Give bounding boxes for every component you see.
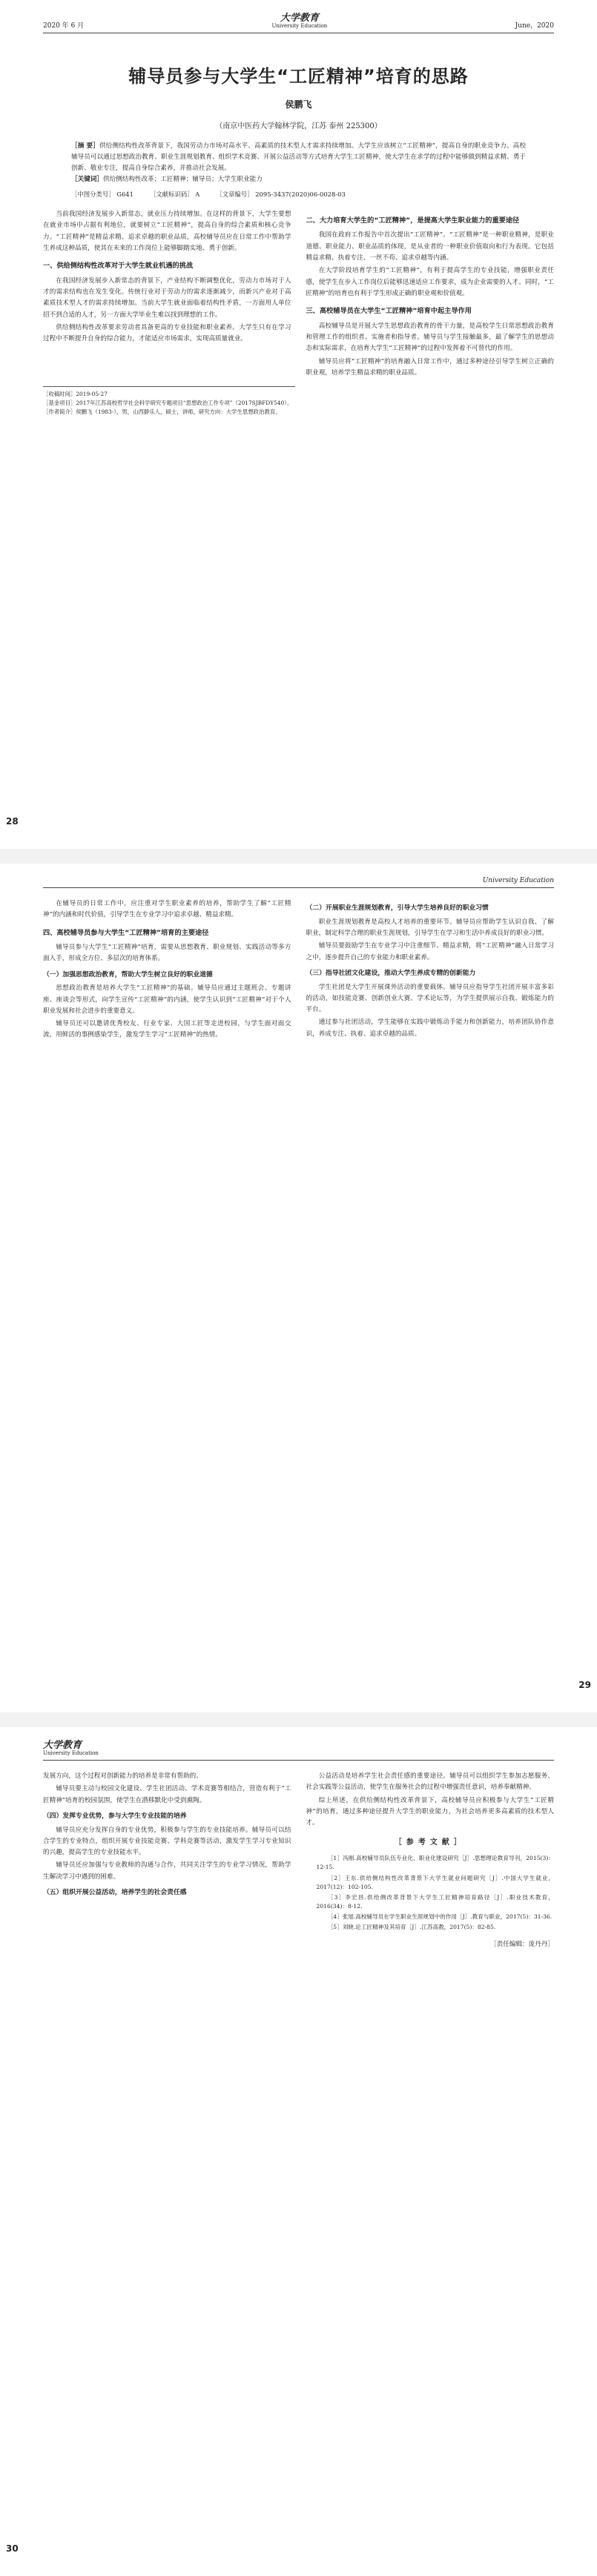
article-title: 辅导员参与大学生“工匠精神”培育的思路 — [128, 65, 469, 87]
body-paragraph: 我国在政府工作报告中首次提出“工匠精神”。“工匠精神”是一种职业精神，是职业道德、职业能力、职业品质的体现，是从业者的一种职业价值取向和行为表现。它包括精益求精、执着专注、一丝不苟、追求卓越等内涵。 — [306, 231, 554, 262]
document-code: ［文献标识码］ A — [149, 191, 200, 199]
body-paragraph: 综上所述，在供给侧结构性改革背景下，高校辅导员应积极参与大学生“工匠精神”的培育，通过多种途径提升大学生的职业能力，为社会培养更多高素质的技术型人才。 — [306, 1796, 554, 1827]
references-title: ［参考文献］ — [394, 1838, 466, 1847]
reference-item: ［2］王东.供给侧结构性改革背景下大学生就业问题研究［J］.中国大学生就业，2017(12)：102-105. — [316, 1874, 554, 1890]
author-name: 侯鹏飞 — [285, 99, 312, 110]
section-heading: 一、供给侧结构性改革对于大学生就业机遇的挑战 — [43, 262, 194, 271]
page-number: 30 — [6, 2543, 19, 2554]
masthead-en: University Education — [43, 1750, 99, 1757]
body-paragraph: 当前我国经济发展步入新常态，就业压力持续增加。在这样的背景下，大学生要想在就业市场中占据有利地位，就要树立“工匠精神”，提高自身的综合素质和核心竞争力。“工匠精神”是精益求精、追求卓越的职业品质，高校辅导员应在日常工作中帮助学生养成这种品质，使其在未来的工作岗位上能够脚踏实地、勇于创新。 — [43, 211, 291, 252]
body-paragraph: 高校辅导员是开展大学生思想政治教育的骨干力量，是高校学生日常思想政治教育和管理工作的组织者、实施者和指导者。辅导员与学生接触最多，最了解学生的思想动态和实际需求，在培育大学生“工匠精神”的过程中发挥着不可替代的作用。 — [306, 322, 554, 353]
reference-item: ［3］李宏昌.供给侧改革背景下大学生工匠精神培育路径［J］.职业技术教育，2016(34)：8-12. — [316, 1893, 554, 1910]
body-columns — [43, 898, 554, 1043]
article-meta — [71, 190, 526, 199]
body-column-left — [43, 209, 291, 380]
body-paragraph: 学生社团是大学生开展课外活动的重要载体。辅导员应指导学生社团开展丰富多彩的活动，如技能竞赛、创新创业大赛、学术论坛等，为学生提供展示自我、锻炼能力的平台。 — [306, 983, 554, 1014]
header-date-cn: 2020 年 6 月 — [43, 21, 85, 30]
body-paragraph: 辅导员要鼓励学生在专业学习中注重细节、精益求精，将“工匠精神”融入日常学习之中，逐步提升自己的专业能力和职业素养。 — [306, 942, 554, 961]
subsection-heading: （二）开展职业生涯规划教育，引导大学生培养良好的职业习惯 — [306, 904, 489, 912]
section-heading: 三、高校辅导员在大学生“工匠精神”培育中起主导作用 — [306, 307, 472, 316]
body-paragraph: 辅导员参与大学生“工匠精神”培育，需要从思想教育、职业规划、实践活动等多方面入手，形成全方位、多层次的培育体系。 — [43, 943, 291, 963]
keywords-label: ［关键词］ — [71, 176, 103, 184]
running-header — [43, 864, 554, 888]
subsection-heading: （一）加强思想政治教育，帮助大学生树立良好的职业道德 — [43, 970, 213, 979]
responsible-editor: ［责任编辑：庞丹丹］ — [490, 1941, 554, 1949]
running-header — [43, 0, 554, 33]
author-bio: ［作者简介］侯鹏飞（1983-），男，山西静乐人，硕士，讲师，研究方向：大学生思想政治教育。 — [43, 408, 281, 415]
reference-item: ［4］张旭.高校辅导员在学生职业生涯规划中的作用［J］.教育与职业，2017(5)：31-36. — [327, 1913, 553, 1921]
body-paragraph: 思想政治教育是培养大学生“工匠精神”的基础。辅导员应通过主题班会、专题讲座、座谈会等形式，向学生宣传“工匠精神”的内涵，使学生认识到“工匠精神”对于个人职业发展和社会进步的重要意义。 — [43, 984, 291, 1015]
body-paragraph: 辅导员要主动与校园文化建设、学生社团活动、学术竞赛等相结合，营造有利于“工匠精神”培育的校园氛围，使学生在潜移默化中受到熏陶。 — [43, 1785, 291, 1804]
body-paragraph: 辅导员还可以邀请优秀校友、行业专家、大国工匠等走进校园，与学生面对面交流，用鲜活的事例感染学生，激发学生学习“工匠精神”的热情。 — [43, 1020, 291, 1039]
page-gap — [0, 1712, 597, 1727]
keywords — [71, 174, 526, 185]
subsection-heading: （三）指导社团文化建设，推动大学生养成专精的创新能力 — [306, 969, 476, 977]
body-columns — [43, 1771, 554, 1951]
running-header — [43, 1727, 554, 1761]
masthead-en: University Education — [271, 23, 328, 30]
body-column-right — [306, 898, 555, 1043]
body-column-right — [306, 209, 555, 380]
article-id: ［文章编号］ 2095-3437(2020)06-0028-03 — [216, 191, 346, 199]
body-paragraph: 辅导员应充分发挥自身的专业优势，积极参与学生的专业技能培养。辅导员可以结合学生的专业特点，组织开展专业技能竞赛、学科竞赛等活动，激发学生学习专业知识的兴趣，提高学生的专业技能水平。 — [43, 1826, 291, 1857]
journal-masthead — [43, 1741, 99, 1757]
subsection-heading: （四）发挥专业优势，参与大学生专业技能的培养 — [43, 1812, 187, 1820]
body-column-left — [43, 1771, 291, 1951]
received-date: ［收稿时间］2019-05-27 — [43, 391, 108, 398]
body-column-left — [43, 898, 291, 1043]
masthead-cn: 大学教育 — [280, 13, 319, 24]
body-paragraph: 在我国经济发展步入新常态的背景下，产业结构不断调整优化，劳动力市场对于人才的需求结构也在发生变化。传统行业对于劳动力的需求逐渐减少，而新兴产业对于高素质技术型人才的需求持续增加。当前大学生就业面临着结构性矛盾，一方面用人单位招不到合适的人才，另一方面大学毕业生难以找到理想的工作。 — [43, 277, 291, 319]
masthead-cn: 大学教育 — [43, 1740, 82, 1751]
page-28 — [0, 0, 597, 849]
clc-number: ［中图分类号］ G641 — [71, 191, 133, 199]
footnote — [43, 386, 295, 417]
body-paragraph: 辅导员应将“工匠精神”的培育融入日常工作中，通过多种途径引导学生树立正确的职业观，培养学生精益求精的职业品质。 — [306, 357, 554, 377]
abstract-label: ［摘 要］ — [71, 142, 99, 150]
reference-item: ［1］冯刚.高校辅导员队伍专业化、职业化建设研究［J］.思想理论教育导刊，2015(3)：12-15. — [316, 1855, 554, 1871]
body-columns — [43, 209, 554, 380]
body-paragraph: 公益活动是培养学生社会责任感的重要途径。辅导员可以组织学生参加志愿服务、社会实践等公益活动，使学生在服务社会的过程中增强责任意识，培养奉献精神。 — [306, 1772, 554, 1792]
abstract — [71, 141, 526, 174]
fund-info: ［基金项目］2017年江苏高校哲学社会科学研究专题项目“思想政治工作专项”（2017SJBFDY540）。 — [43, 399, 293, 406]
section-heading: 四、高校辅导员参与大学生“工匠精神”培育的主要途径 — [43, 928, 209, 937]
reference-item: ［5］刘晓.论工匠精神及其培育［J］.江苏高教，2017(5)：82-85. — [327, 1924, 496, 1931]
body-paragraph: 通过参与社团活动，学生能够在实践中锻炼动手能力和创新能力，培养团队协作意识，养成专注、执着、追求卓越的品质。 — [306, 1019, 554, 1038]
author-affiliation: （南京中医药大学翰林学院，江苏 泰州 225300） — [215, 122, 382, 130]
subsection-heading: （五）组织开展公益活动，培养学生的社会责任感 — [43, 1889, 187, 1897]
keywords-text: 供给侧结构性改革；工匠精神；辅导员；大学生职业能力 — [102, 176, 263, 184]
page-30 — [0, 1727, 597, 2576]
body-paragraph: 在辅导员的日常工作中，应注重对学生职业素养的培养，帮助学生了解“工匠精神”的内涵和时代价值，引导学生在专业学习中追求卓越、精益求精。 — [43, 900, 291, 919]
header-date-en: June，2020 — [515, 21, 554, 30]
section-heading: 二、大力培育大学生的“工匠精神”，是提高大学生职业能力的重要途径 — [306, 216, 520, 225]
body-paragraph: 供给侧结构性改革要求劳动者具备更高的专业技能和职业素养。大学生只有在学习过程中不断提升自身的综合能力，才能适应市场需求，实现高质量就业。 — [43, 323, 291, 343]
page-29 — [0, 864, 597, 1712]
page-number: 29 — [578, 1680, 591, 1690]
journal-masthead — [271, 13, 327, 30]
header-journal-en: University Education — [482, 877, 554, 884]
page-number: 28 — [6, 816, 19, 827]
body-paragraph: 职业生涯规划教育是高校人才培养的重要环节。辅导员应帮助学生认识自我、了解职业，制定科学合理的职业生涯规划，引导学生在学习和生活中养成良好的职业习惯。 — [306, 918, 554, 937]
body-column-right — [306, 1771, 555, 1951]
body-paragraph: 在大学阶段培育学生的“工匠精神”，有利于提高学生的专业技能，增强职业责任感，使学生在步入工作岗位后能够迅速适应工作要求，成为企业需要的人才。同时，“工匠精神”的培育也有利于学生形成正确的职业观和价值观。 — [306, 267, 554, 297]
body-paragraph: 发展方向，这个过程对创新能力的培养是非常有帮助的。 — [43, 1772, 202, 1780]
page-gap — [0, 849, 597, 864]
body-paragraph: 辅导员还应加强与专业教师的沟通与合作，共同关注学生的专业学习情况，帮助学生解决学习中遇到的困难。 — [43, 1861, 291, 1881]
abstract-text: 供给侧结构性改革背景下，我国劳动力市场对高水平、高素质的技术型人才需求持续增加。大学生应该树立“工匠精神”，提高自身的职业竞争力。高校辅导员可以通过思想政治教育、职业生涯规划教育、组织学术竞赛、开展公益活动等方式培育大学生工匠精神，使大学生在求学的过程中能够做到精益求精、勇于创新、敬业专注，提高自身综合素养，并推动社会发展。 — [71, 142, 526, 173]
